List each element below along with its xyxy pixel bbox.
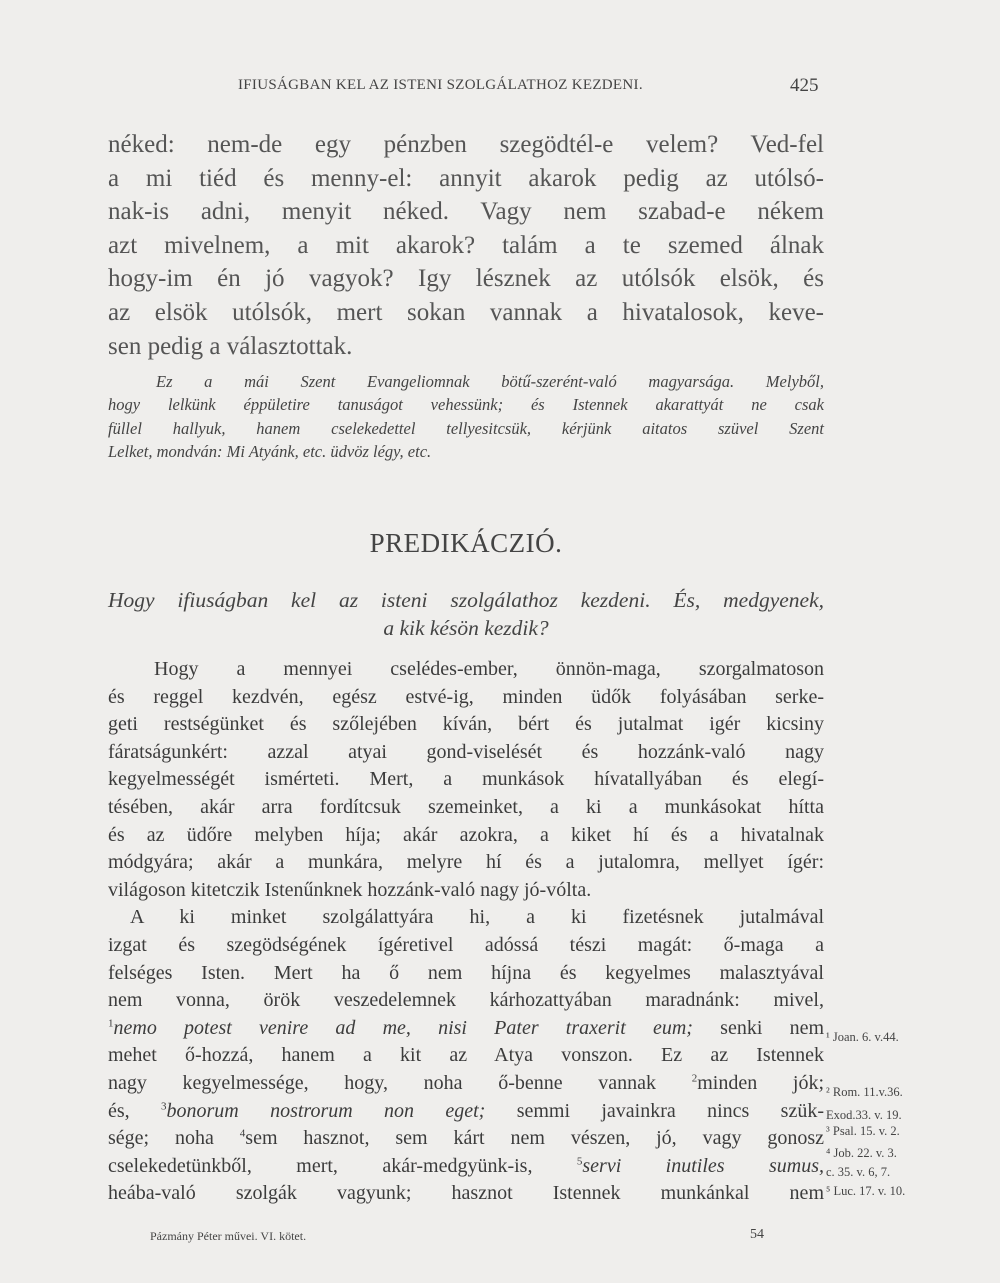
text-line: és reggel kezdvén, egész estvé-ig, minden üdők folyásában serke- [108, 685, 824, 708]
text-line [108, 1153, 824, 1181]
latin-quote: bonorum nostrorum non eget; [166, 1099, 486, 1122]
margin-note: ⁵ Luc. 17. v. 10. [826, 1184, 906, 1198]
text-line: kegyelmességét ismérteti. Mert, a munkások hívatallyában és elegí- [108, 768, 824, 791]
latin-quote: nemo potest venire ad me, nisi Pater traxerit eum; [113, 1016, 693, 1039]
text-line: Hogy a mennyei cselédes-ember, önnön-maga, szorgalmatoson [154, 658, 824, 680]
text-line [108, 1070, 824, 1098]
text-line: izgat és szegödségének ígéretivel adóssá tészi magát: ő-maga a [108, 933, 824, 956]
text-line: fáratságunkért: azzal atyai gond-viselését és hozzánk-való nagy [108, 740, 824, 763]
text-fragment: sége; noha [108, 1127, 214, 1150]
text-line: Hogy ifiuságban kel az isteni szolgálathoz kezdeni. És, medgyenek, [108, 588, 824, 612]
text-line: hogy lelkünk éppületire tanuságot vehessünk; és Istennek akarattyát ne csak [108, 395, 824, 415]
section-heading: PREDIKÁCZIÓ. [369, 528, 563, 558]
text-fragment: semmi javainkra nincs szük- [516, 1099, 824, 1122]
text-line: Ez a mái Szent Evangeliomnak bötű-szerént-való magyarsága. Melyből, [156, 372, 824, 391]
footnote-marker: 1 [108, 1017, 114, 1030]
text-line: tésében, akár arra fordítcsuk szemeinket, a ki a munkásokat hítta [108, 795, 824, 818]
text-line: heába-való szolgák vagyunk; hasznot Istennek munkánkal nem [108, 1182, 824, 1205]
footnote-marker: 4 [239, 1127, 246, 1140]
text-line: és az üdőre melyben híja; akár azokra, a kiket hí és a hivatalnak [108, 823, 824, 846]
text-line: a mi tiéd és menny-el: annyit akarok pedig az utólsó- [108, 164, 824, 192]
text-line [108, 1015, 824, 1043]
text-fragment: sem hasznot, sem kárt nem vészen, jó, vagy gonosz [245, 1127, 825, 1150]
text-line: az elsök utólsók, mert sokan vannak a hivatalosok, keve- [108, 298, 824, 326]
gospel-paragraph [108, 128, 824, 363]
text-fragment: minden jók; [697, 1071, 824, 1094]
text-line: Lelket, mondván: Mi Atyánk, etc. üdvöz légy, etc. [108, 442, 432, 462]
text-line: sen pedig a választottak. [108, 332, 353, 360]
text-line [108, 1125, 824, 1153]
sermon-body [108, 656, 824, 1208]
text-line: hogy-im én jó vagyok? Igy lésznek az utólsók elsök, és [108, 265, 824, 293]
text-line: módgyára; akár a munkára, melyre hí és a jutalomra, mellyet ígér: [108, 851, 824, 874]
text-line: néked: nem-de egy pénzben szegödtél-e velem? Ved-fel [108, 131, 824, 158]
text-fragment: cselekedetünkből, mert, akár-medgyünk-is, [108, 1154, 533, 1177]
text-fragment: és, [108, 1099, 130, 1122]
footnote-marker: 3 [161, 1099, 167, 1112]
margin-note: ¹ Joan. 6. v.44. [826, 1030, 899, 1044]
text-line [108, 1098, 824, 1126]
margin-note: ² Rom. 11.v.36. [826, 1085, 903, 1099]
sermon-subtitle [108, 586, 824, 642]
text-line: mehet ő-hozzá, hanem a kit az Atya vonszon. Ez az Istennek [108, 1044, 824, 1067]
text-line: a kik késön kezdik? [383, 616, 549, 640]
text-line: nem vonna, örök veszedelemnek kárhozattyában maradnánk: mivel, [108, 989, 824, 1012]
text-line: füllel hallyuk, hanem cselekedettel tellyesitcsük, kérjünk aitatos szüvel Szent [108, 418, 824, 438]
latin-quote: servi inutiles sumus, [582, 1154, 824, 1177]
footer-volume: Pázmány Péter művei. VI. kötet. [150, 1229, 307, 1243]
text-line: azt mivelnem, a mit akarok? talám a te szemed álnak [108, 231, 824, 259]
margin-note: Exod.33. v. 19. [826, 1108, 902, 1122]
text-fragment: senki nem [720, 1016, 825, 1039]
margin-note: ³ Psal. 15. v. 2. [826, 1124, 900, 1138]
text-fragment: nagy kegyelmessége, hogy, noha ő-benne vannak [108, 1071, 657, 1094]
text-line: világoson kitetczik Istenűnknek hozzánk-való nagy jó-vólta. [108, 878, 592, 901]
text-line: nak-is adni, menyit néked. Vagy nem szabad-e nékem [108, 198, 824, 226]
footnote-marker: 5 [576, 1155, 583, 1168]
page-number: 425 [790, 75, 819, 96]
margin-note: c. 35. v. 6, 7. [826, 1165, 891, 1179]
footer-signature: 54 [750, 1227, 764, 1242]
footnote-marker: 2 [691, 1072, 698, 1085]
intro-paragraph [108, 370, 824, 464]
running-title: IFIUSÁGBAN KEL AZ ISTENI SZOLGÁLATHOZ KEZDENI. [238, 77, 643, 93]
margin-note: ⁴ Job. 22. v. 3. [826, 1146, 897, 1160]
text-line: geti restségünket és szőlejében kíván, bért és jutalmat igér kicsiny [108, 713, 824, 736]
text-line: felséges Isten. Mert ha ő nem híjna és kegyelmes malasztyával [108, 961, 824, 984]
text-line: A ki minket szolgálattyára hi, a ki fizetésnek jutalmával [130, 906, 824, 929]
